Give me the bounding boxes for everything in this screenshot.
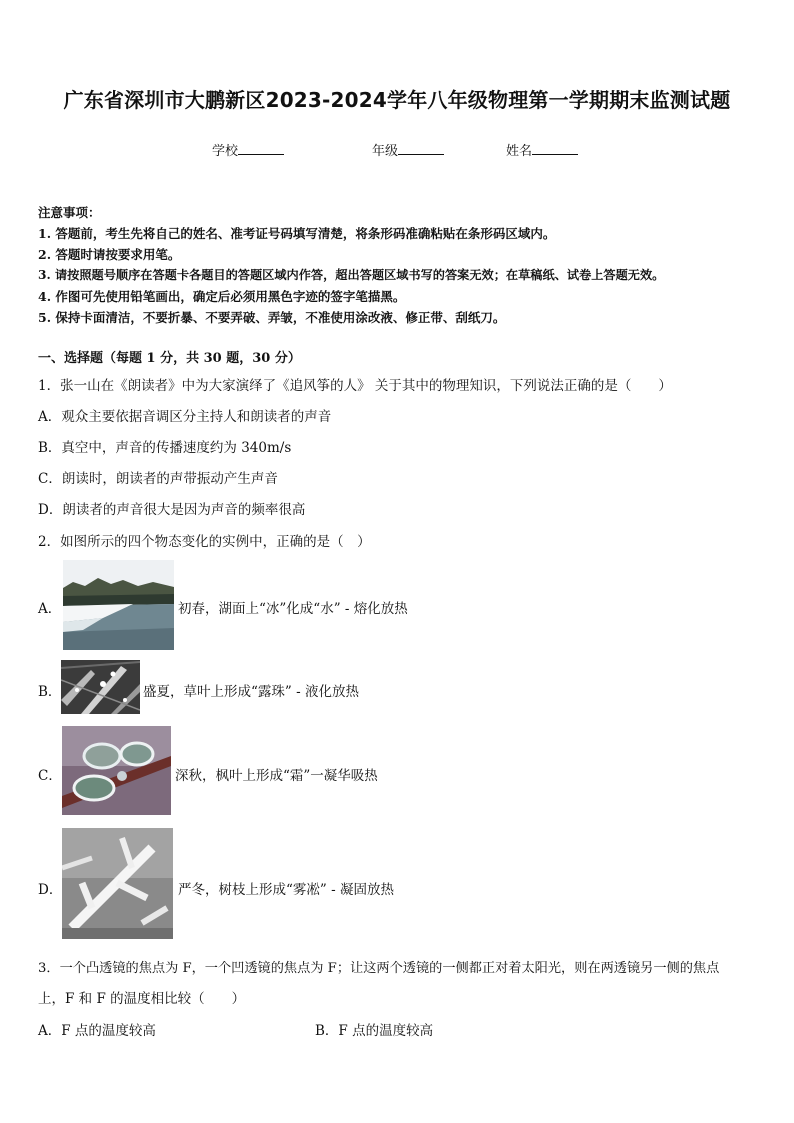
rime-branch-image xyxy=(62,828,173,939)
dew-grass-image xyxy=(61,660,140,714)
name-blank[interactable] xyxy=(532,142,578,155)
school-blank[interactable] xyxy=(238,142,284,155)
q3-option-b: B．F 点的温度较高 xyxy=(315,1023,434,1039)
note-item: 4. 作图可先使用铅笔画出，确定后必须用黑色字迹的签字笔描黑。 xyxy=(38,289,406,304)
q2-option-c-text: 深秋，枫叶上形成“霜”一凝华吸热 xyxy=(175,768,378,784)
school-field xyxy=(212,140,284,159)
q2-option-a-text: 初春，湖面上“冰”化成“水” - 熔化放热 xyxy=(178,601,408,617)
note-item: 1. 答题前，考生先将自己的姓名、准考证号码填写清楚，将条形码准确粘贴在条形码区域内。 xyxy=(38,226,556,241)
name-field xyxy=(506,140,578,159)
note-item: 3. 请按照题号顺序在答题卡各题目的答题区域内作答，超出答题区域书写的答案无效；在草稿纸、试卷上答题无效。 xyxy=(38,268,665,282)
grade-field xyxy=(372,140,444,159)
q1-option-a: A．观众主要依据音调区分主持人和朗读者的声音 xyxy=(38,409,332,425)
grade-blank[interactable] xyxy=(398,142,444,155)
frost-leaf-image xyxy=(62,726,171,815)
q2-option-b-label: B． xyxy=(38,684,62,700)
school-label: 学校 xyxy=(212,144,239,159)
q2-option-b-text: 盛夏，草叶上形成“露珠” - 液化放热 xyxy=(143,684,359,700)
name-label: 姓名 xyxy=(506,144,533,159)
note-item: 5. 保持卡面清洁，不要折暴、不要弄破、弄皱，不准使用涂改液、修正带、刮纸刀。 xyxy=(38,310,506,325)
q2-option-d-text: 严冬，树枝上形成“雾凇” - 凝固放热 xyxy=(178,882,394,898)
q2-option-a-label: A． xyxy=(38,601,62,617)
page-title: 广东省深圳市大鹏新区2023-2024学年八年级物理第一学期期末监测试题 xyxy=(63,88,731,112)
question-3-stem-line-1: 3．一个凸透镜的焦点为 F，一个凹透镜的焦点为 F；让这两个透镜的一侧都正对着太阳光，则在两透镜另一侧的焦点 xyxy=(38,961,720,976)
question-1-stem: 1．张一山在《朗读者》中为大家演绎了《追风筝的人》 关于其中的物理知识，下列说法正确的是（ ） xyxy=(38,378,672,394)
note-item: 2. 答题时请按要求用笔。 xyxy=(38,247,181,262)
question-2-stem: 2．如图所示的四个物态变化的实例中，正确的是（ ） xyxy=(38,534,371,550)
frozen-lake-image xyxy=(63,560,174,650)
q2-option-d-label: D． xyxy=(38,882,63,898)
q3-option-a: A．F 点的温度较高 xyxy=(38,1023,156,1039)
q2-option-c-label: C． xyxy=(38,768,62,784)
q1-option-d: D．朗读者的声音很大是因为声音的频率很高 xyxy=(38,502,306,518)
question-3-stem-line-2: 上，F 和 F 的温度相比较（ ） xyxy=(38,991,246,1007)
notes-heading: 注意事项： xyxy=(38,205,101,220)
section-title: 一、选择题（每题 1 分，共 30 题，30 分） xyxy=(38,351,301,366)
grade-label: 年级 xyxy=(372,144,399,159)
q1-option-c: C．朗读时，朗读者的声带振动产生声音 xyxy=(38,471,278,487)
q1-option-b: B．真空中，声音的传播速度约为 340m/s xyxy=(38,440,292,456)
notes-block xyxy=(38,202,664,328)
